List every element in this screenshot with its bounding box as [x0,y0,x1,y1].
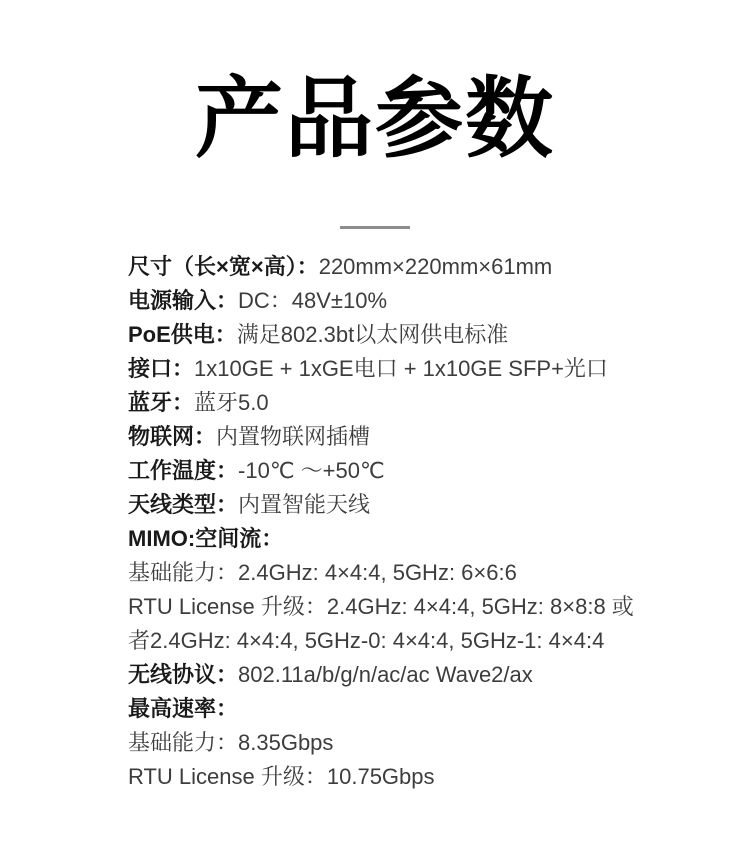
spec-value: 蓝牙5.0 [194,389,269,415]
spec-value: -10℃ ～+50℃ [238,457,385,483]
spec-row [128,454,720,488]
spec-row [128,658,720,692]
spec-label: 天线类型： [128,491,239,517]
spec-value: 内置物联网插槽 [216,423,371,449]
spec-row [128,488,720,522]
spec-label: 物联网： [128,423,217,449]
spec-value: 220mm×220mm×61mm [318,253,553,279]
spec-label: 电源输入： [128,287,239,313]
spec-value: 者2.4GHz: 4×4:4, 5GHz-0: 4×4:4, 5GHz-1: 4×4:4 [128,627,605,653]
spec-list [0,250,750,794]
spec-label: 接口： [128,355,195,381]
spec-label: 无线协议： [128,661,239,687]
spec-row [128,726,720,760]
spec-value: 满足802.3bt以太网供电标准 [236,321,509,347]
spec-value: 10.75Gbps [326,763,435,789]
spec-value: 内置智能天线 [238,491,371,517]
spec-label: RTU License 升级： [128,763,327,789]
spec-value: 802.11a/b/g/n/ac/ac Wave2/ax [238,661,533,687]
spec-label: MIMO:空间流： [128,525,284,551]
spec-value: 2.4GHz: 4×4:4, 5GHz: 6×6:6 [238,559,517,585]
section-divider [340,226,410,229]
spec-row [128,556,720,590]
spec-row [128,760,720,794]
spec-row [128,420,720,454]
spec-value: DC：48V±10% [238,287,388,313]
spec-row [128,386,720,420]
spec-row [128,590,720,624]
spec-row [128,352,720,386]
spec-row [128,318,720,352]
spec-label: 最高速率： [128,695,239,721]
spec-row [128,692,720,726]
spec-label: 基础能力： [128,559,239,585]
spec-label: 基础能力： [128,729,239,755]
spec-row [128,250,720,284]
spec-value: 2.4GHz: 4×4:4, 5GHz: 8×8:8 或 [326,593,634,619]
spec-label: 蓝牙： [128,389,195,415]
spec-label: RTU License 升级： [128,593,327,619]
spec-label: PoE供电： [128,321,237,347]
spec-label: 工作温度： [128,457,239,483]
page-title: 产品参数 [194,69,555,168]
spec-row [128,522,720,556]
spec-label: 尺寸（长×宽×高）： [128,253,319,279]
spec-value: 1x10GE + 1xGE电口 + 1x10GE SFP+光口 [194,355,608,381]
spec-value: 8.35Gbps [238,729,334,755]
spec-row [128,624,720,658]
spec-row [128,284,720,318]
